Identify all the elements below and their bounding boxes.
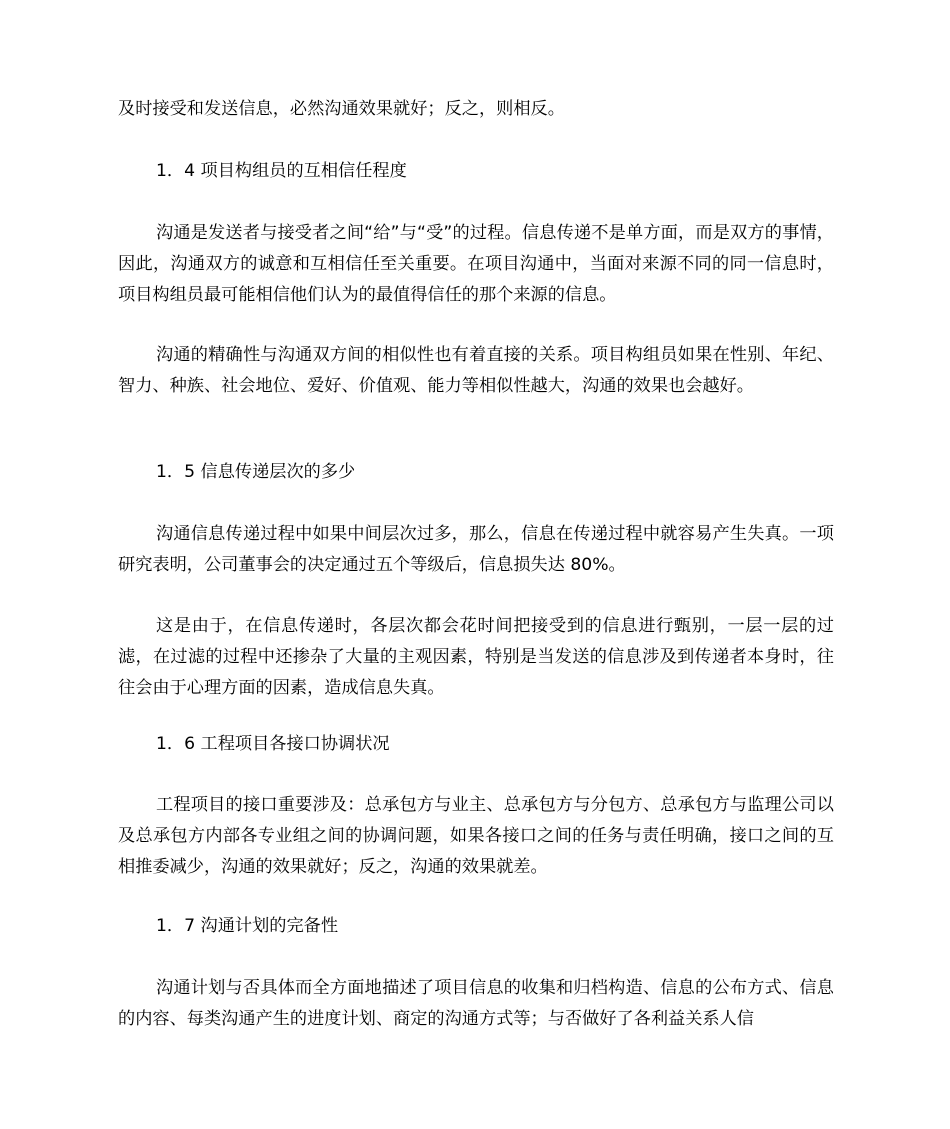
paragraph-intro: 及时接受和发送信息，必然沟通效果就好；反之，则相反。 [118,99,565,119]
paragraph-1-5-filtering: 这是由于，在信息传递时，各层次都会花时间把接受到的信息进行甄别，一层一层的过滤，在过滤的过程中还掺杂了大量的主观因素，特别是当发送的信息涉及到传递者本身时，往往会由于心理方面的因素，造成信息失真。 [118,616,834,698]
paragraph-1-5-layers: 沟通信息传递过程中如果中间层次过多，那么，信息在传递过程中就容易产生失真。一项研究表明，公司董事会的决定通过五个等级后，信息损失达 80%。 [118,524,834,575]
paragraph-1-4-similarity: 沟通的精确性与沟通双方间的相似性也有着直接的关系。项目构组员如果在性别、年纪、智力、种族、社会地位、爱好、价值观、能力等相似性越大，沟通的效果也会越好。 [118,345,834,396]
paragraph-1-6-interfaces: 工程项目的接口重要涉及：总承包方与业主、总承包方与分包方、总承包方与监理公司以及总承包方内部各专业组之间的协调问题，如果各接口之间的任务与责任明确，接口之间的互相推委减少，沟通的效果就好；反之，沟通的效果就差。 [118,795,834,877]
paragraph-1-7-plan: 沟通计划与否具体而全方面地描述了项目信息的收集和归档构造、信息的公布方式、信息的内容、每类沟通产生的进度计划、商定的沟通方式等；与否做好了各利益关系人信 [118,978,834,1029]
paragraph-1-4-trust: 沟通是发送者与接受者之间“给”与“受”的过程。信息传递不是单方面，而是双方的事情，因此，沟通双方的诚意和互相信任至关重要。在项目沟通中，当面对来源不同的同一信息时，项目构组员最可能相信他们认为的最值得信任的那个来源的信息。 [118,223,834,305]
section-heading-1-7: 1．7 沟通计划的完备性 [156,916,339,936]
section-heading-1-6: 1．6 工程项目各接口协调状况 [156,734,390,754]
section-heading-1-4: 1．4 项目构组员的互相信任程度 [156,161,407,181]
section-heading-1-5: 1．5 信息传递层次的多少 [156,462,356,482]
